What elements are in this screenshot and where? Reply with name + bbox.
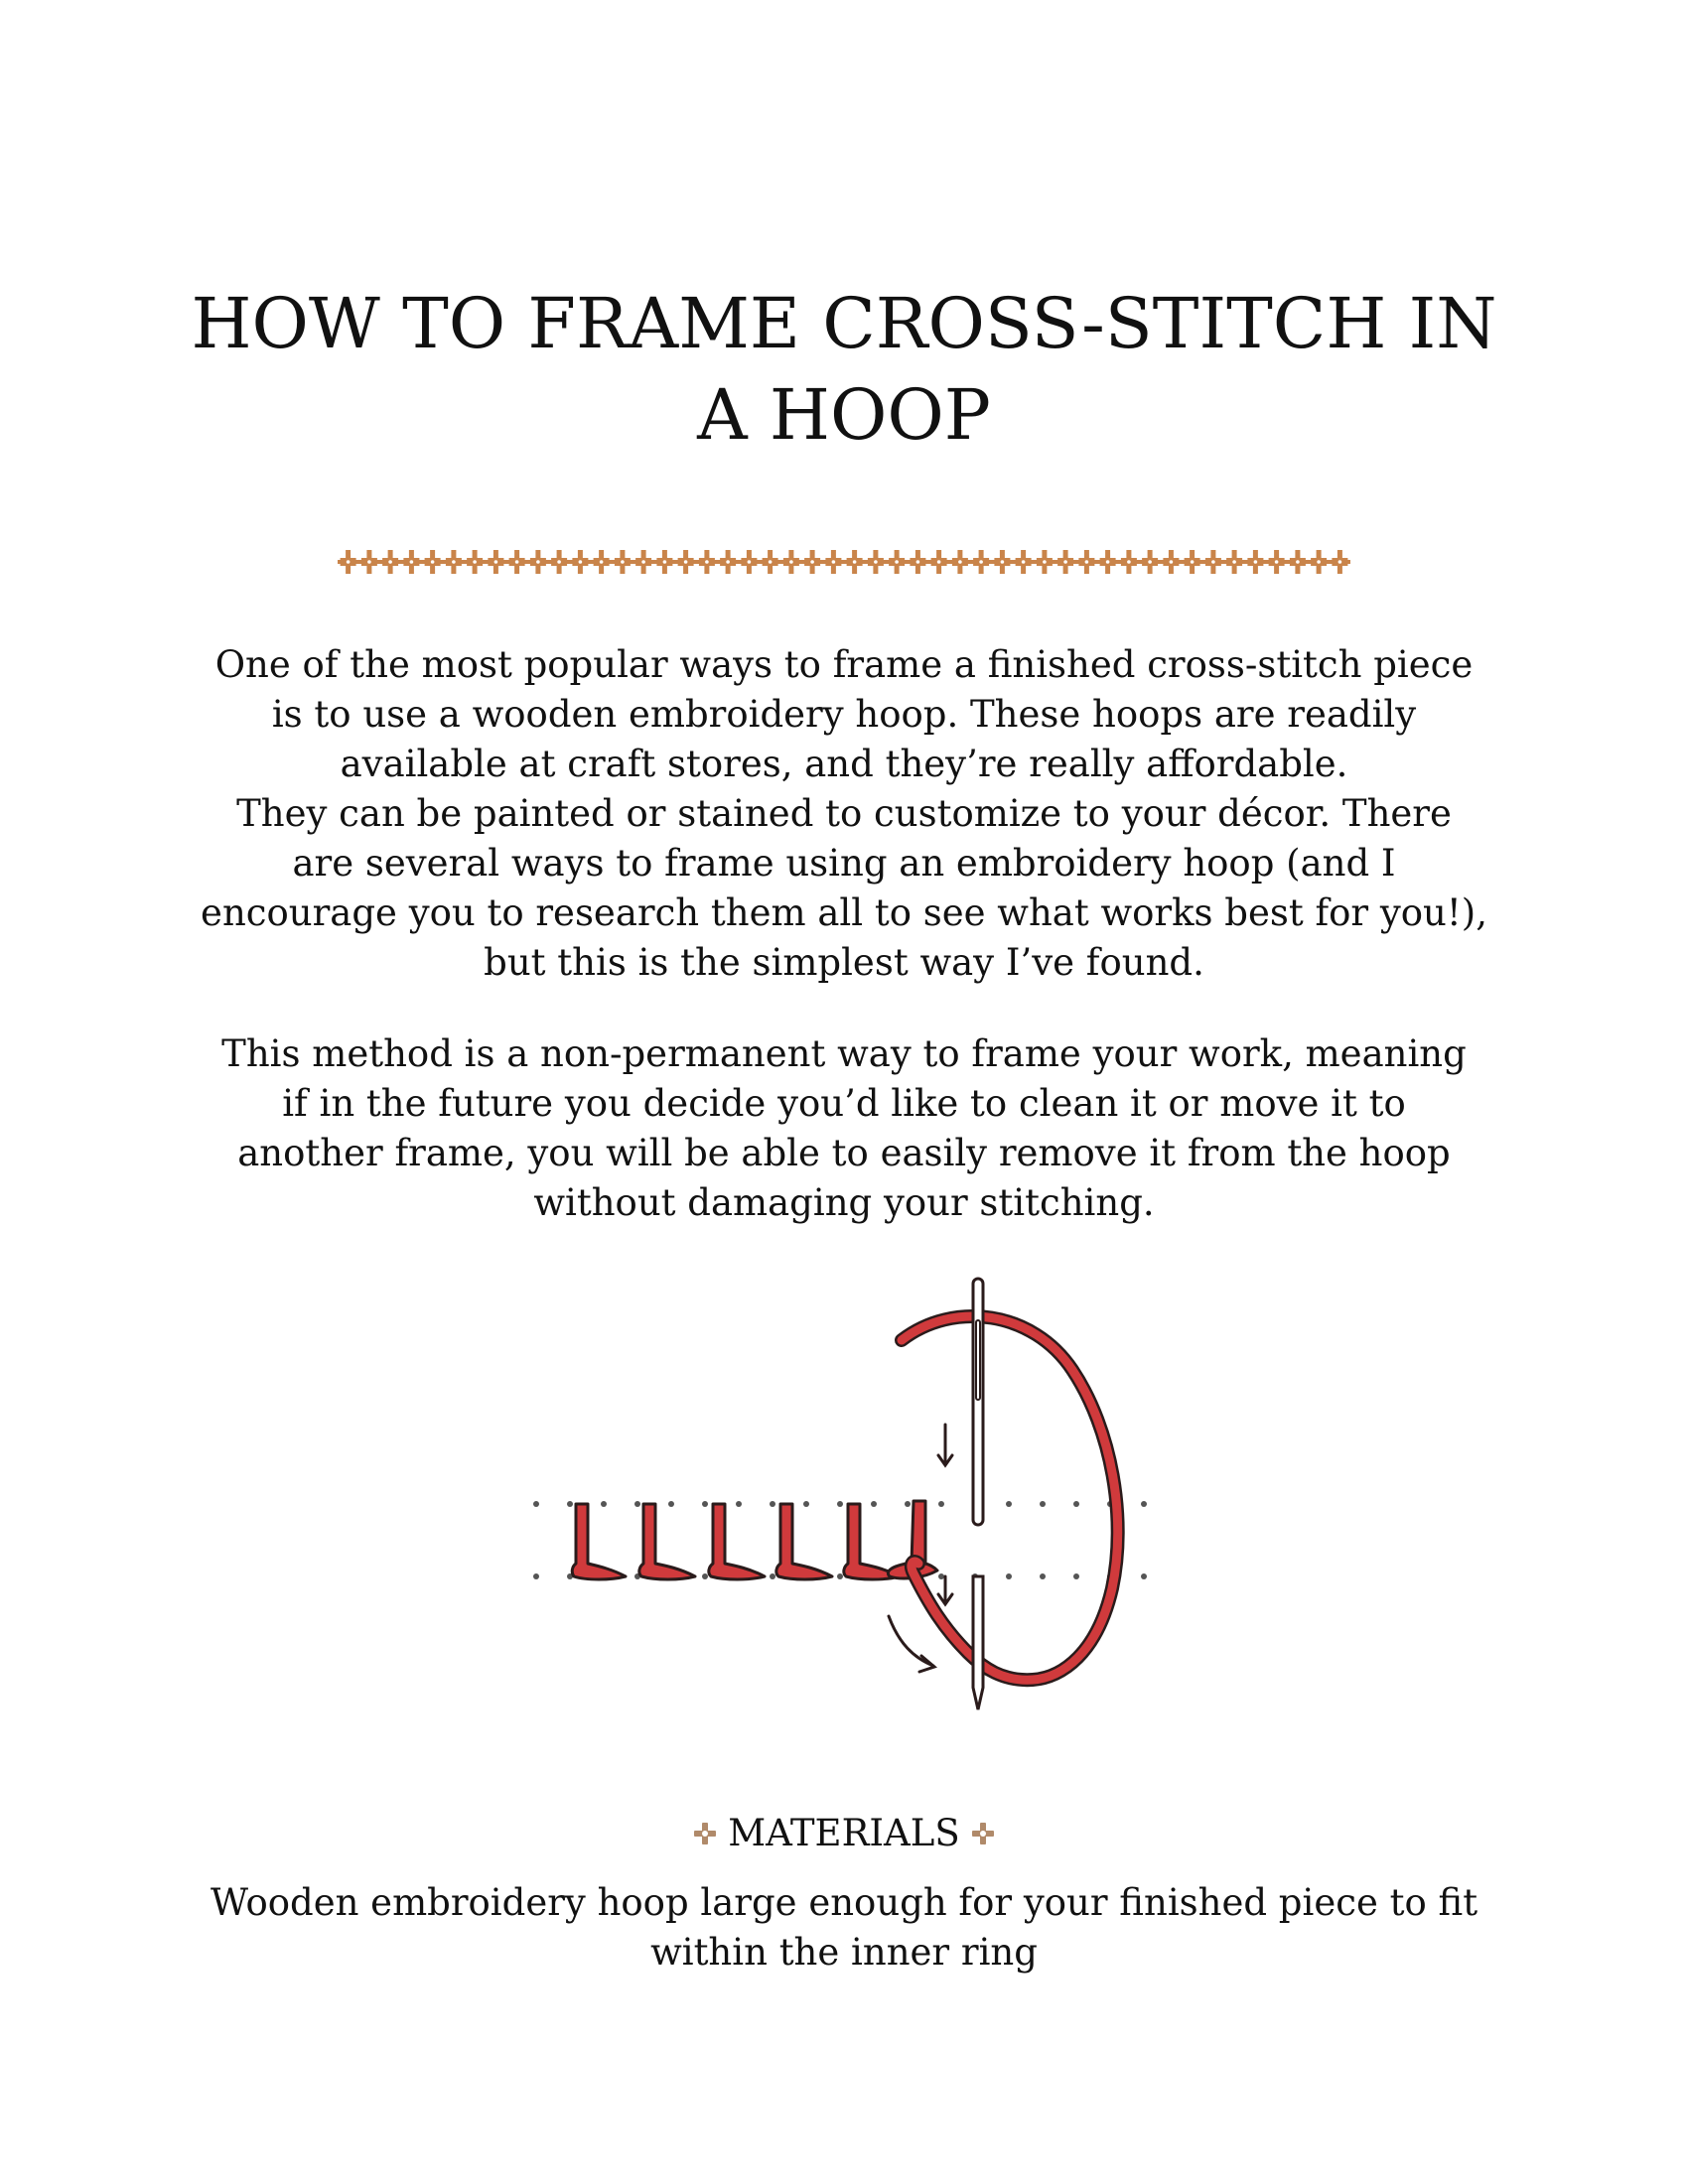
intro-line: One of the most popular ways to frame a finished cross-stitch piece (214, 643, 1474, 686)
intro-line: They can be painted or stained to customize to your décor. There (236, 792, 1452, 835)
stitch-row (572, 1501, 937, 1579)
cross-stitch-border-icon (338, 544, 1350, 580)
intro-line: are several ways to frame using an embroidery hoop (and I (292, 842, 1396, 885)
intro-line: is to use a wooden embroidery hoop. These hoops are readily (271, 693, 1417, 736)
method-line: This method is a non-permanent way to frame your work, meaning (221, 1032, 1467, 1075)
intro-line: but this is the simplest way I’ve found. (484, 941, 1204, 984)
materials-item (149, 1878, 1539, 1978)
needle (973, 1279, 983, 1709)
thread-loop (902, 1316, 1118, 1680)
cross-ornament-icon (970, 1821, 996, 1846)
intro-paragraph (149, 640, 1539, 988)
materials-item-line: Wooden embroidery hoop large enough for your finished piece to fit (210, 1881, 1478, 1924)
method-paragraph (149, 1029, 1539, 1228)
fabric-dots (533, 1501, 1147, 1579)
materials-heading-text: MATERIALS (728, 1812, 960, 1854)
title-line-2: A HOOP (697, 374, 991, 456)
intro-line: available at craft stores, and they’re really affordable. (340, 743, 1348, 785)
intro-line: encourage you to research them all to see what works best for you!), (201, 891, 1487, 934)
cross-ornament-icon (692, 1821, 718, 1846)
method-line: if in the future you decide you’d like to clean it or move it to (282, 1082, 1406, 1125)
materials-item-line: within the inner ring (650, 1931, 1038, 1974)
method-line: another frame, you will be able to easily remove it from the hoop (237, 1132, 1451, 1174)
page-title (149, 278, 1539, 461)
materials-heading (149, 1809, 1539, 1858)
needle-and-thread-illustration-icon (516, 1261, 1172, 1727)
method-line: without damaging your stitching. (533, 1181, 1155, 1224)
title-line-1: HOW TO FRAME CROSS-STITCH IN (191, 283, 1497, 364)
